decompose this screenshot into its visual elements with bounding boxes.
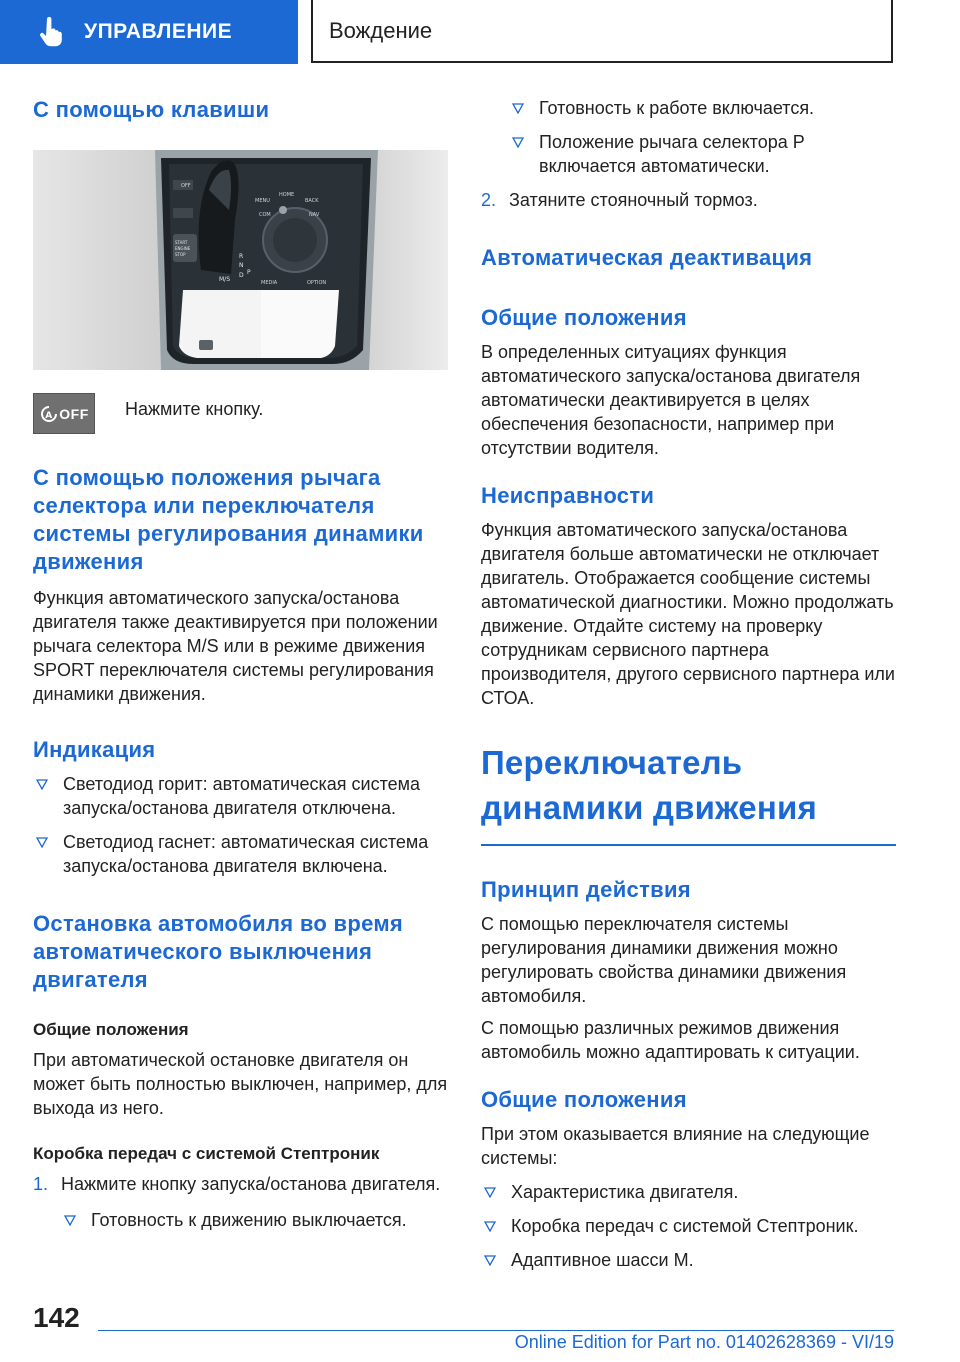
list-item-text: Светодиод гаснет: автоматическая система запуска/останова двигателя включена. — [63, 832, 429, 876]
left-column — [33, 96, 448, 1242]
step-list-continued — [481, 96, 896, 212]
indication-list — [33, 772, 448, 878]
svg-text:A: A — [45, 410, 54, 421]
auto-start-stop-off-icon — [33, 393, 95, 434]
back-button-label: BACK — [305, 198, 319, 204]
triangle-bullet-icon — [484, 1186, 496, 1198]
heading-principle: Принцип действия — [481, 877, 691, 902]
option-button-label: OPTION — [307, 280, 327, 286]
triangle-bullet-icon — [512, 102, 524, 114]
start-button-label-1: START — [175, 240, 188, 245]
list-item-text: Готовность к движению выключается. — [91, 1210, 407, 1230]
list-item-text: Адаптивное шасси M. — [511, 1250, 694, 1270]
list-item-text: Коробка передач с системой Стептроник. — [511, 1216, 859, 1236]
step-text: Затяните стояночный тормоз. — [509, 190, 758, 210]
auto-start-stop-symbol-icon — [39, 404, 59, 424]
page-number: 142 — [33, 1302, 80, 1333]
heading-stop: Остановка автомобиля во время автоматического выключения двигателя — [33, 911, 404, 992]
heading-general: Общие положения — [33, 1020, 189, 1039]
step-text: Нажмите кнопку запуска/останова двигателя. — [61, 1174, 441, 1194]
com-button-label: COM — [259, 212, 271, 218]
paragraph-general-right: В определенных ситуациях функция автоматического запуска/останова двигателя автоматически деактивируется в целях обеспечения безопасности, например при отсутствии водителя. — [481, 342, 861, 458]
list-item-text: Характеристика двигателя. — [511, 1182, 739, 1202]
paragraph-faults: Функция автоматического запуска/останова двигателя больше автоматически не отключает двигатель. Отображается сообщение системы автоматической диагностики. Можно продолжать движение. Отдайте систему на проверку сотрудникам сервисного партнера производителя, другого сервисного партнера или СТОА. — [481, 520, 895, 708]
console-photo — [33, 150, 448, 370]
triangle-bullet-icon — [484, 1254, 496, 1266]
list-item — [481, 1180, 896, 1204]
heading-button: С помощью клавиши — [33, 97, 270, 122]
nav-button-label: NAV — [309, 212, 320, 218]
heading-faults: Неисправности — [481, 483, 655, 508]
heading-steptronic: Коробка передач с системой Стептроник — [33, 1144, 380, 1163]
list-item — [481, 1248, 896, 1272]
off-button-caption: Нажмите кнопку. — [125, 399, 264, 419]
paragraph-selector: Функция автоматического запуска/останова двигателя также деактивируется при положении рычага селектора M/S или в режиме движения SPORT переключателя системы регулирования динамики движения. — [33, 588, 438, 704]
gear-d-label: D — [239, 272, 244, 279]
step-sub-list — [481, 96, 896, 178]
systems-list — [481, 1180, 896, 1272]
list-item — [509, 96, 896, 120]
list-item — [61, 1208, 448, 1232]
triangle-bullet-icon — [64, 1214, 76, 1226]
home-button-label: HOME — [279, 192, 295, 198]
triangle-bullet-icon — [512, 136, 524, 148]
gear-ms-label: M/S — [219, 276, 231, 283]
triangle-bullet-icon — [36, 836, 48, 848]
off-icon-label: OFF — [59, 405, 89, 422]
off-button-row — [33, 393, 448, 434]
paragraph-principle-1: С помощью переключателя системы регулирования динамики движения можно регулировать свойства динамики движения автомобиля. — [481, 914, 847, 1006]
gear-r-label: R — [239, 253, 244, 260]
triangle-bullet-icon — [36, 778, 48, 790]
step-item — [33, 1172, 448, 1232]
list-item — [481, 1214, 896, 1238]
heading-general-2: Общие положения — [481, 1087, 687, 1112]
footer-edition: Online Edition for Part no. 01402628369 - VI/19 — [514, 1332, 894, 1352]
heading-general-right: Общие положения — [481, 305, 687, 330]
list-item-text: Положение рычага селектора P включается автоматически. — [539, 132, 805, 176]
section-tab[interactable] — [0, 0, 298, 64]
heading-auto-deactivation: Автоматическая деактивация — [481, 245, 813, 270]
gear-p-label: P — [247, 269, 251, 276]
step-number: 2. — [481, 190, 497, 210]
section-tab-label: УПРАВЛЕНИЕ — [84, 20, 233, 43]
triangle-bullet-icon — [484, 1220, 496, 1232]
paragraph-general-2: При этом оказывается влияние на следующие системы: — [481, 1124, 870, 1168]
chapter-title: Вождение — [329, 17, 433, 43]
step-list — [33, 1172, 448, 1232]
list-item — [33, 772, 448, 820]
paragraph-general: При автоматической остановке двигателя он может быть полностью выключен, например, для выхода из него. — [33, 1050, 448, 1118]
start-button-label-2: ENGINE — [175, 246, 191, 251]
heading-selector: С помощью положения рычага селектора или переключателя системы регулирования динамики движения — [33, 465, 424, 574]
list-item-text: Готовность к работе включается. — [539, 98, 815, 118]
menu-button-label: MENU — [255, 198, 270, 204]
off-button-label: OFF — [181, 183, 191, 189]
list-item — [33, 830, 448, 878]
media-button-label: MEDIA — [261, 280, 278, 286]
paragraph-principle-2: С помощью различных режимов движения автомобиль можно адаптировать к ситуации. — [481, 1018, 860, 1062]
heading-indication: Индикация — [33, 737, 156, 762]
step-item — [481, 188, 896, 212]
list-item-text: Светодиод горит: автоматическая система запуска/останова двигателя отключена. — [63, 774, 421, 818]
heading-drive-switch: Переключатель динамики движения — [481, 744, 817, 826]
footer-rule — [98, 1330, 894, 1331]
list-item — [509, 130, 896, 178]
right-column — [481, 96, 896, 1282]
start-button-label-3: STOP — [175, 252, 186, 257]
chapter-header — [311, 0, 893, 63]
gear-n-label: N — [239, 262, 244, 269]
hand-pointer-icon — [38, 17, 64, 47]
step-number: 1. — [33, 1174, 49, 1194]
